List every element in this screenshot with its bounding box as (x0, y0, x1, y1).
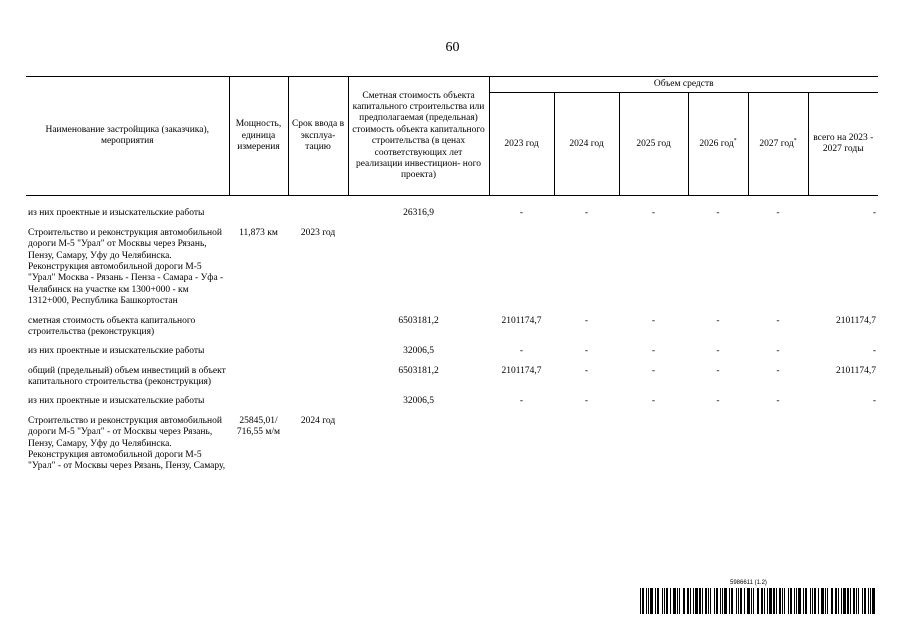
cell-commissioning (288, 366, 348, 397)
barcode-bar (788, 588, 789, 614)
table-row (26, 228, 878, 316)
barcode-bar (640, 588, 641, 614)
cell-2027: - (776, 396, 780, 407)
cell-2025: - (651, 365, 656, 376)
cell-2024: - (584, 396, 589, 407)
barcode-bar (835, 588, 837, 614)
barcode-bar (664, 588, 665, 614)
barcode-bar (747, 588, 750, 614)
cell-name: сметная стоимость объекта капитального строительства (реконструкция) (28, 315, 196, 337)
cell-2024: - (584, 365, 589, 376)
table-row (26, 366, 878, 397)
cell-2023: - (519, 346, 524, 357)
footnote-mark-2026: * (733, 138, 737, 145)
cell-2026: - (716, 208, 720, 219)
barcode-bar (821, 588, 824, 614)
header-year-2027-label: 2027 год (759, 139, 794, 150)
barcode-bar (794, 588, 795, 614)
barcode-bar (731, 588, 733, 614)
barcode-bar (814, 588, 816, 614)
cell-2026: - (716, 346, 720, 357)
cell-capacity (229, 316, 288, 347)
cell-2027: - (776, 346, 780, 357)
cell-name: из них проектные и изыскательские работы (28, 396, 205, 407)
cell-2027: - (776, 315, 780, 326)
barcode-bar (825, 588, 826, 614)
barcode-bar (642, 588, 644, 614)
table-row (26, 346, 878, 365)
barcode-bar (872, 588, 875, 614)
cell-2023 (489, 228, 554, 316)
barcode-bar (870, 588, 871, 614)
cell-name: Строительство и реконструкция автомобильной дороги М-5 "Урал" от Москвы через Рязань, Пензу, Самару, Уфу до Челябинска. Реконструкция автомобильной дороги М-5 "Урал" Москва - Рязань - Пенза - Самара - Уфа - Челябинск на участке км 1300+000 - км 1312+000, Республика Башкортостан (28, 227, 224, 307)
cell-2025 (619, 416, 688, 473)
barcode (640, 580, 880, 614)
cell-commissioning: 2023 год (300, 227, 336, 238)
cell-commissioning: 2024 год (300, 415, 336, 426)
header-estimate: Сметная стоимость объекта капитального строительства или предполагаемая (предельная) стоимость объекта капитального строительства (в ценах соответствующих лет реализации инвестицион- ного проекта) (348, 77, 489, 196)
cell-2024: - (584, 208, 589, 219)
barcode-bar (838, 588, 839, 614)
cell-capacity (229, 346, 288, 365)
cell-2025: - (651, 396, 656, 407)
barcode-bar (708, 588, 709, 614)
barcode-bar (751, 588, 752, 614)
cell-commissioning (288, 208, 348, 227)
investment-table (26, 76, 878, 473)
barcode-bar (695, 588, 698, 614)
header-year-2025: 2025 год (619, 93, 688, 196)
barcode-bar (796, 588, 797, 614)
cell-2026: - (716, 396, 720, 407)
barcode-bar (856, 588, 857, 614)
barcode-bar (648, 588, 649, 614)
cell-estimate (348, 228, 489, 316)
barcode-bar (710, 588, 711, 614)
barcode-bar (729, 588, 730, 614)
barcode-bar (650, 588, 653, 614)
barcode-bar (666, 588, 668, 614)
barcode-bar (764, 588, 765, 614)
cell-2023: 2101174,7 (501, 365, 542, 376)
cell-estimate: 32006,5 (403, 346, 434, 357)
cell-commissioning (288, 346, 348, 365)
barcode-bar (738, 588, 739, 614)
barcode-bar (843, 588, 846, 614)
cell-2025 (619, 228, 688, 316)
cell-2027 (748, 228, 808, 316)
barcode-bar (714, 588, 715, 614)
cell-total: - (872, 208, 876, 219)
barcode-bar (720, 588, 721, 614)
barcode-bar (827, 588, 828, 614)
barcode-bar (683, 588, 685, 614)
barcode-bar (779, 588, 781, 614)
barcode-bar (736, 588, 737, 614)
barcode-bar (847, 588, 849, 614)
header-year-2023: 2023 год (489, 93, 554, 196)
header-year-2026-label: 2026 год (699, 139, 734, 150)
table-row (26, 396, 878, 415)
header-funding: Объем средств (489, 77, 878, 93)
barcode-bar (693, 588, 694, 614)
barcode-bar (702, 588, 703, 614)
cell-2025: - (651, 315, 656, 326)
cell-estimate (348, 416, 489, 473)
cell-2024: - (584, 346, 589, 357)
barcode-bar (705, 588, 707, 614)
barcode-bar (798, 588, 801, 614)
barcode-bar (831, 588, 833, 614)
barcode-bar (690, 588, 691, 614)
barcode-bar (724, 588, 727, 614)
cell-estimate: 32006,5 (403, 396, 434, 407)
header-name: Наименование застройщика (заказчика), мероприятия (26, 77, 229, 196)
cell-2025: - (651, 346, 656, 357)
table-row (26, 416, 878, 473)
cell-2023 (489, 416, 554, 473)
header-commissioning: Срок ввода в эксплуа- тацию (288, 77, 348, 196)
table-row (26, 208, 878, 227)
cell-2024: - (584, 315, 589, 326)
cell-capacity (229, 208, 288, 227)
footnote-mark-2027: * (793, 138, 797, 145)
barcode-bar (790, 588, 792, 614)
header-capacity: Мощность, единица измерения (229, 77, 288, 196)
barcode-bar (670, 588, 671, 614)
cell-name: общий (предельный) объем инвестиций в объект капитального строительства (реконструкция) (28, 365, 226, 388)
table-row (26, 316, 878, 347)
barcode-bar (850, 588, 851, 614)
cell-2027 (748, 416, 808, 473)
barcode-bar (805, 588, 807, 614)
barcode-bar (687, 588, 689, 614)
barcode-bar (677, 588, 678, 614)
header-total: всего на 2023 - 2027 годы (808, 93, 878, 196)
cell-capacity (229, 366, 288, 397)
cell-capacity: 11,873 км (239, 227, 278, 238)
cell-2027: - (776, 208, 780, 219)
barcode-bar (773, 588, 775, 614)
header-year-2024: 2024 год (554, 93, 619, 196)
barcode-bar (757, 588, 759, 614)
cell-2023: - (519, 396, 524, 407)
cell-total: 2101174,7 (835, 365, 876, 376)
barcode-bar (679, 588, 680, 614)
header-year-2027 (748, 93, 808, 196)
barcode-bar (767, 588, 768, 614)
barcode-bar (662, 588, 663, 614)
page-number: 60 (445, 40, 460, 55)
barcode-bar (853, 588, 855, 614)
cell-2026 (688, 228, 748, 316)
cell-total: - (872, 396, 876, 407)
barcode-bar (812, 588, 813, 614)
cell-commissioning (288, 316, 348, 347)
barcode-bar (784, 588, 785, 614)
barcode-bar (753, 588, 754, 614)
cell-name: из них проектные и изыскательские работы (28, 346, 205, 357)
cell-2024 (554, 228, 619, 316)
barcode-bar (868, 588, 869, 614)
cell-name: из них проектные и изыскательские работы (28, 208, 205, 219)
barcode-bar (776, 588, 777, 614)
cell-total (808, 228, 878, 316)
barcode-bar (862, 588, 863, 614)
barcode-bar (803, 588, 804, 614)
cell-name: Строительство и реконструкция автомобильной дороги М-5 "Урал" - от Москвы через Рязань, Пензу, Самару, Уфу до Челябинска. Реконструкция автомобильной дороги М-5 "Урал" - от Москвы через Рязань, Пензу, Самару, (28, 415, 226, 472)
cell-total (808, 416, 878, 473)
barcode-bar (655, 588, 656, 614)
barcode-bar (841, 588, 842, 614)
barcode-bar (716, 588, 718, 614)
barcode-bar (818, 588, 819, 614)
cell-estimate: 6503181,2 (398, 315, 439, 326)
cell-estimate: 26316,9 (403, 208, 434, 219)
barcode-bar (864, 588, 866, 614)
cell-capacity: 25845,01/ 716,55 м/м (236, 415, 281, 438)
barcode-bar (740, 588, 742, 614)
barcode-bar (722, 588, 723, 614)
cell-2026: - (716, 315, 720, 326)
cell-2026 (688, 416, 748, 473)
barcode-text: 5986611 (1.2) (730, 580, 767, 586)
cell-2027: - (776, 365, 780, 376)
barcode-bar (699, 588, 701, 614)
barcode-bar (769, 588, 772, 614)
barcode-bar (673, 588, 676, 614)
barcode-bar (744, 588, 745, 614)
cell-2024 (554, 416, 619, 473)
barcode-bar (810, 588, 811, 614)
table-spacer (26, 196, 878, 209)
cell-capacity (229, 396, 288, 415)
cell-2025: - (651, 208, 656, 219)
barcode-bar (858, 588, 859, 614)
cell-commissioning (288, 396, 348, 415)
barcode-bar (782, 588, 783, 614)
cell-estimate: 6503181,2 (398, 365, 439, 376)
cell-total: 2101174,7 (835, 315, 876, 326)
barcode-bar (646, 588, 647, 614)
cell-2023: 2101174,7 (501, 315, 542, 326)
cell-total: - (872, 346, 876, 357)
cell-2026: - (716, 365, 720, 376)
barcode-bar (761, 588, 763, 614)
barcode-bars (640, 588, 880, 614)
header-year-2026 (688, 93, 748, 196)
cell-2023: - (519, 208, 524, 219)
barcode-bar (657, 588, 659, 614)
